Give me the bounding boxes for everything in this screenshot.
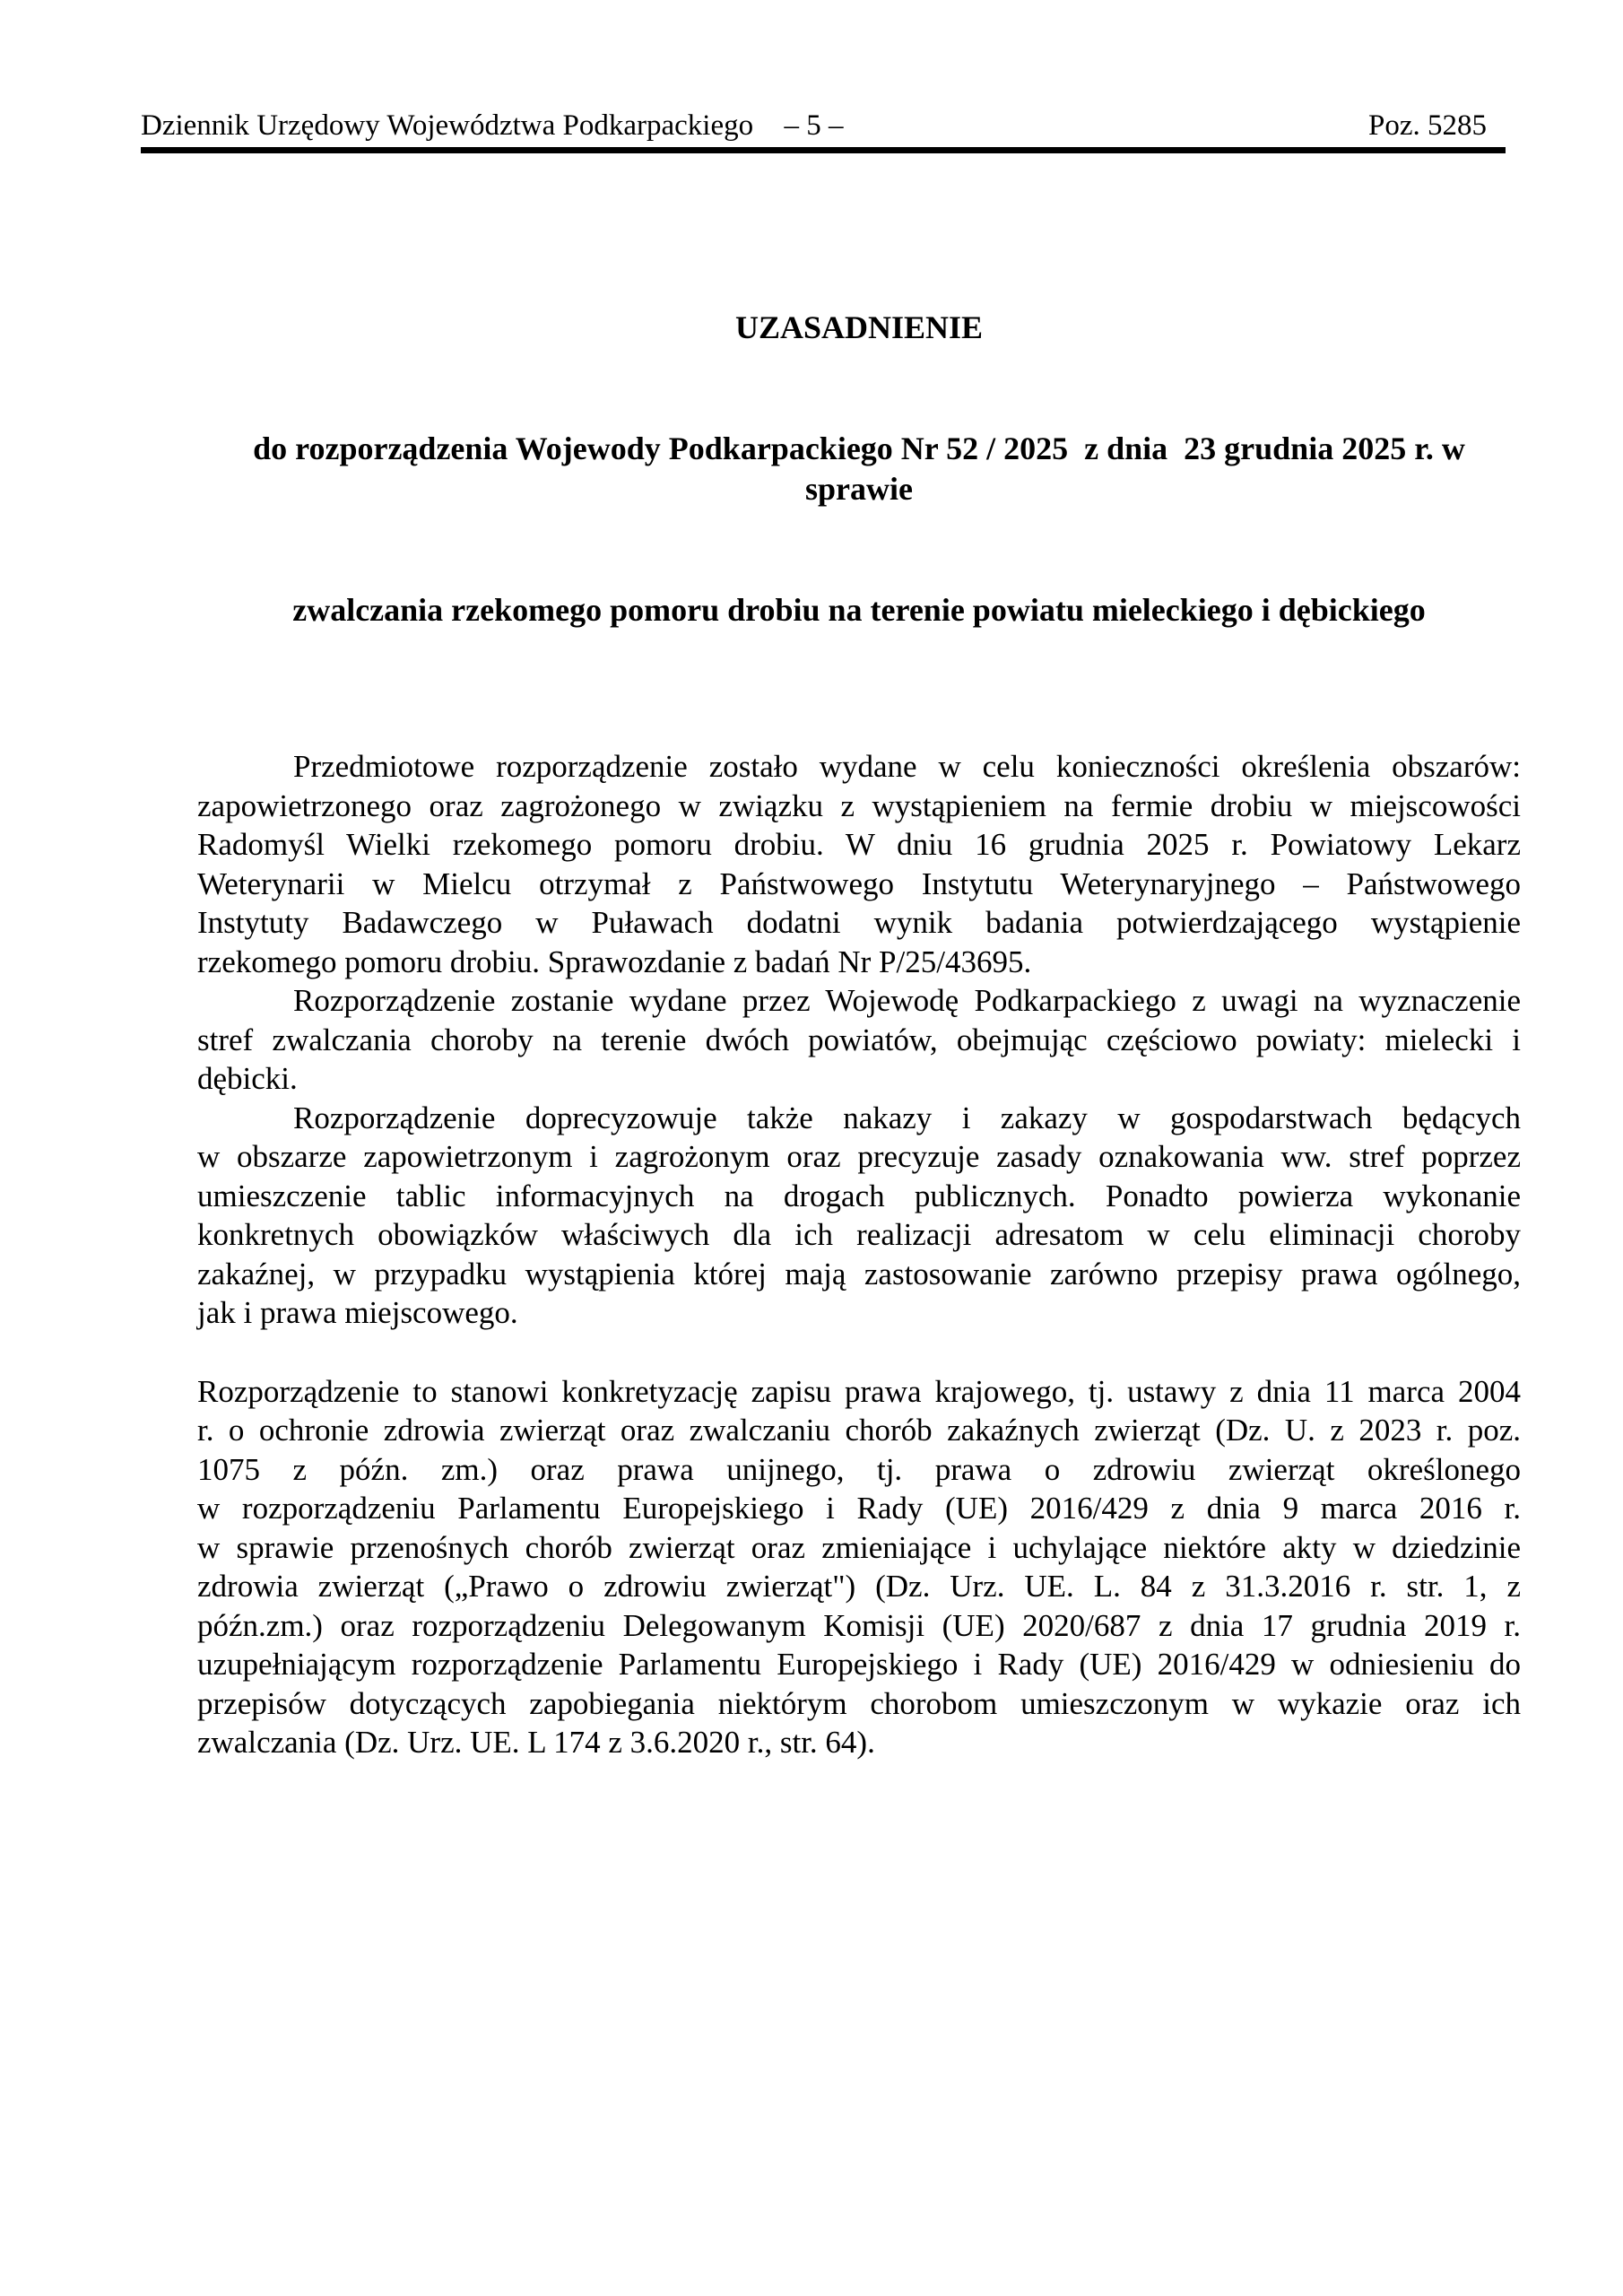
- document-body: [197, 227, 1521, 1762]
- text-line: stref zwalczania choroby na terenie dwóch powiatów, obejmując częściowo powiaty: mielecki i: [197, 1022, 1521, 1057]
- text-line: Przedmiotowe rozporządzenie zostało wydane w celu konieczności określenia obszarów:: [293, 749, 1521, 784]
- document-title: [197, 227, 1521, 711]
- text-line: Instytuty Badawczego w Puławach dodatni wynik badania potwierdzającego wystąpienie: [197, 905, 1521, 940]
- text-line: r. o ochronie zdrowia zwierząt oraz zwalczaniu chorób zakaźnych zwierząt (Dz. U. z 2023 r. poz.: [197, 1413, 1521, 1448]
- text-line: 1075 z późn. zm.) oraz prawa unijnego, tj. prawa o zdrowiu zwierząt określonego: [197, 1451, 1521, 1487]
- text-line: zwalczania (Dz. Urz. UE. L 174 z 3.6.2020 r., str. 64).: [197, 1725, 875, 1760]
- header-rule: [141, 147, 1506, 153]
- text-line: Radomyśl Wielki rzekomego pomoru drobiu. W dniu 16 grudnia 2025 r. Powiatowy Lekarz: [197, 827, 1521, 862]
- text-line: Rozporządzenie doprecyzowuje także nakazy i zakazy w gospodarstwach będących: [293, 1100, 1521, 1135]
- text-line: późn.zm.) oraz rozporządzeniu Delegowanym Komisji (UE) 2020/687 z dnia 17 grudnia 2019 r.: [197, 1607, 1521, 1643]
- text-line: zdrowia zwierząt („Prawo o zdrowiu zwierząt") (Dz. Urz. UE. L. 84 z 31.3.2016 r. str. 1, z: [197, 1569, 1521, 1604]
- position-number: Poz. 5285: [1368, 109, 1487, 142]
- text-line: rzekomego pomoru drobiu. Sprawozdanie z badań Nr P/25/43695.: [197, 944, 1032, 979]
- text-line: Rozporządzenie to stanowi konkretyzację zapisu prawa krajowego, tj. ustawy z dnia 11 marca 2004: [197, 1373, 1521, 1409]
- page-number: – 5 –: [784, 109, 844, 142]
- journal-title: Dziennik Urzędowy Województwa Podkarpackiego: [141, 109, 754, 142]
- text-line: dębicki.: [197, 1061, 298, 1096]
- text-line: przepisów dotyczących zapobiegania niektórym chorobom umieszczonym w wykazie oraz ich: [197, 1685, 1521, 1721]
- text-line: w obszarze zapowietrzonym i zagrożonym oraz precyzuje zasady oznakowania ww. stref poprzez: [197, 1139, 1521, 1174]
- paragraph-4: [197, 1372, 1521, 1762]
- text-line: zakaźnej, w przypadku wystąpienia której mają zastosowanie zarówno przepisy prawa ogólnego,: [197, 1256, 1521, 1292]
- paragraph-gap: [197, 1333, 1521, 1372]
- text-line: Weterynarii w Mielcu otrzymał z Państwowego Instytutu Weterynaryjnego – Państwowego: [197, 865, 1521, 901]
- text-line: zapowietrzonego oraz zagrożonego w związku z wystąpieniem na fermie drobiu w miejscowości: [197, 787, 1521, 823]
- body-text: [197, 747, 1521, 1762]
- title-line-1: UZASADNIENIE: [734, 309, 984, 345]
- text-line: w sprawie przenośnych chorób zwierząt oraz zmieniające i uchylające niektóre akty w dziedzinie: [197, 1529, 1521, 1565]
- text-line: jak i prawa miejscowego.: [197, 1295, 518, 1330]
- text-line: w rozporządzeniu Parlamentu Europejskiego i Rady (UE) 2016/429 z dnia 9 marca 2016 r.: [197, 1491, 1521, 1526]
- text-line: uzupełniającym rozporządzenie Parlamentu Europejskiego i Rady (UE) 2016/429 w odniesieniu do: [197, 1647, 1521, 1682]
- text-line: umieszczenie tablic informacyjnych na drogach publicznych. Ponadto powierza wykonanie: [197, 1178, 1521, 1213]
- paragraph-3: [197, 1099, 1521, 1333]
- title-line-3: zwalczania rzekomego pomoru drobiu na terenie powiatu mieleckiego i dębickiego: [292, 592, 1426, 628]
- title-line-2: do rozporządzenia Wojewody Podkarpackiego Nr 52 / 2025 z dnia 23 grudnia 2025 r. w sprawie: [253, 430, 1473, 507]
- page-header: [141, 108, 1487, 144]
- paragraph-2: [197, 981, 1521, 1099]
- paragraph-1: [197, 747, 1521, 981]
- text-line: Rozporządzenie zostanie wydane przez Wojewodę Podkarpackiego z uwagi na wyznaczenie: [293, 983, 1521, 1018]
- text-line: konkretnych obowiązków właściwych dla ich realizacji adresatom w celu eliminacji choroby: [197, 1217, 1521, 1252]
